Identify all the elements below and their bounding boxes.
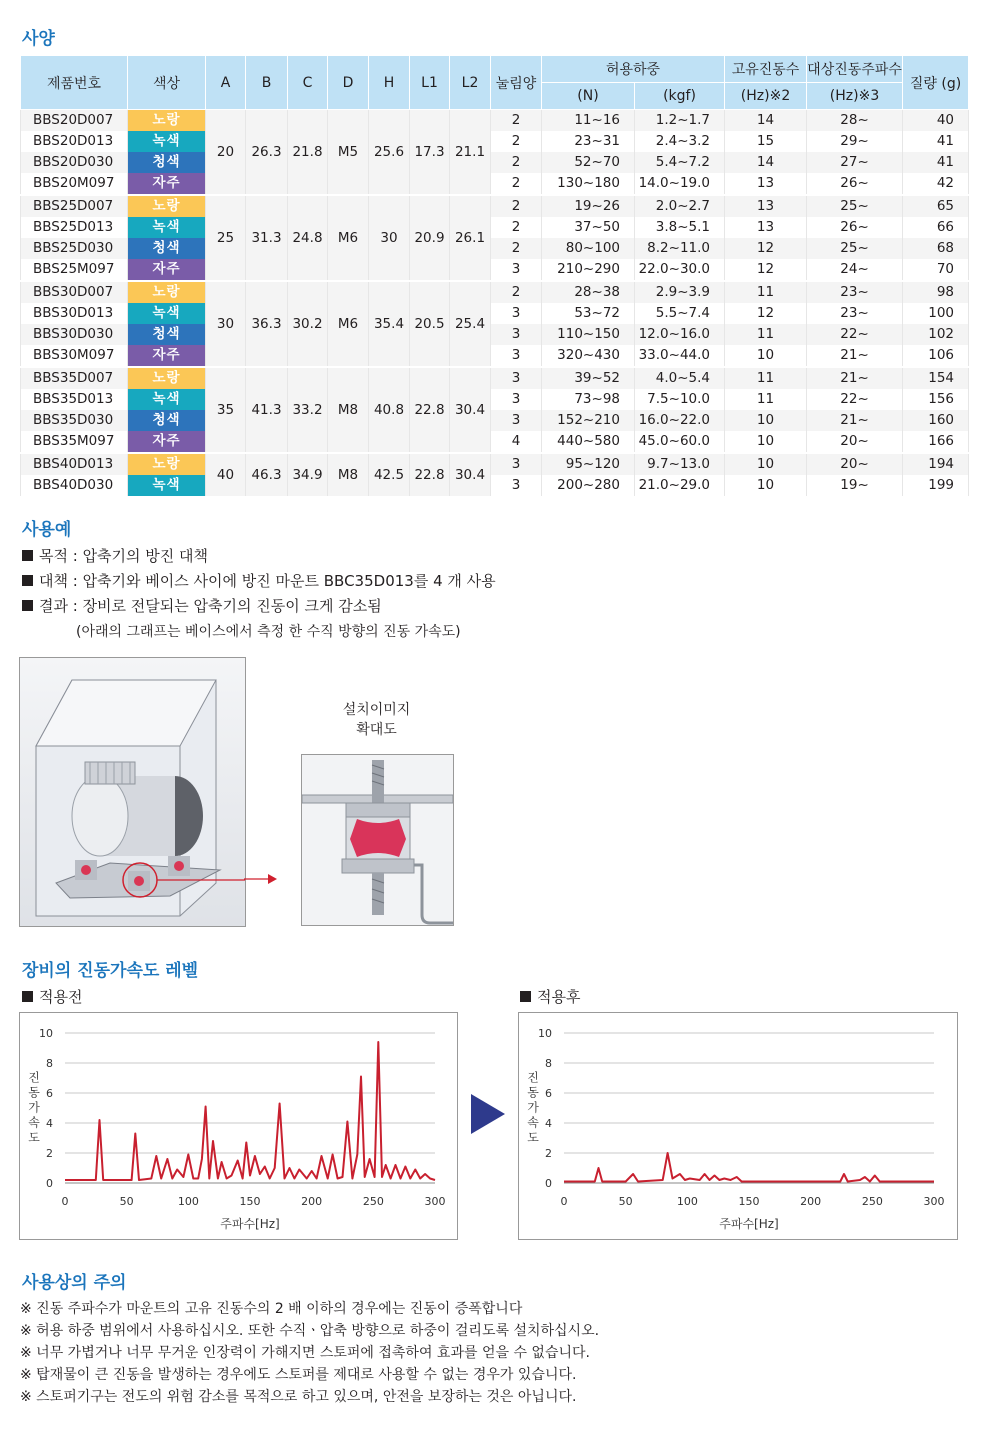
- color-cell: 노랑: [128, 110, 206, 132]
- color-cell: 노랑: [128, 281, 206, 303]
- load-n-cell: 53~72: [542, 303, 635, 324]
- load-n-cell: 320~430: [542, 345, 635, 367]
- deflection-cell: 4: [491, 431, 542, 453]
- dim-d-cell: M8: [328, 367, 369, 453]
- mount-zoom-illustration: [301, 754, 454, 926]
- dim-b-cell: 46.3: [246, 453, 288, 497]
- bullet-square-icon: [520, 991, 531, 1002]
- dim-c-cell: 33.2: [288, 367, 328, 453]
- table-row: [21, 152, 969, 173]
- target-freq-cell: 29~: [807, 131, 903, 152]
- target-freq-cell: 20~: [807, 453, 903, 475]
- load-n-cell: 110~150: [542, 324, 635, 345]
- header-l1: L1: [410, 56, 450, 110]
- color-cell: 자주: [128, 345, 206, 367]
- vibration-section-title: 장비의 진동가속도 레벨: [22, 961, 199, 981]
- table-row: [21, 303, 969, 324]
- dim-l1-cell: 17.3: [410, 110, 450, 196]
- weight-cell: 106: [903, 345, 969, 367]
- x-tick-label: 50: [119, 1195, 134, 1208]
- deflection-cell: 2: [491, 217, 542, 238]
- natural-freq-cell: 11: [725, 324, 807, 345]
- natural-freq-cell: 11: [725, 367, 807, 389]
- dim-c-cell: 34.9: [288, 453, 328, 497]
- y-tick-label: 6: [46, 1087, 53, 1100]
- y-axis-label-char: 가: [527, 1100, 539, 1115]
- before-label-text: 적용전: [39, 988, 83, 1006]
- color-cell: 청색: [128, 410, 206, 431]
- caution-item: ※ 너무 가볍거나 너무 무거운 인장력이 가해지면 스토퍼에 접촉하여 효과를 얻을 수 없습니다.: [20, 1345, 590, 1361]
- load-kgf-cell: 5.5~7.4: [635, 303, 725, 324]
- deflection-cell: 3: [491, 453, 542, 475]
- y-axis-label-char: 가: [28, 1100, 40, 1115]
- table-row: [21, 389, 969, 410]
- y-axis-label-char: 동: [527, 1085, 539, 1100]
- deflection-cell: 2: [491, 173, 542, 195]
- table-row: [21, 195, 969, 217]
- dim-l2-cell: 26.1: [450, 195, 491, 281]
- bullet-square-icon: [22, 575, 33, 586]
- load-n-cell: 80~100: [542, 238, 635, 259]
- target-freq-cell: 26~: [807, 217, 903, 238]
- dim-l1-cell: 20.5: [410, 281, 450, 367]
- dim-l2-cell: 30.4: [450, 367, 491, 453]
- caution-item: ※ 허용 하중 범위에서 사용하십시오. 또한 수직ㆍ압축 방향으로 하중이 걸리도록 설치하십시오.: [20, 1323, 600, 1339]
- load-n-cell: 23~31: [542, 131, 635, 152]
- dim-d-cell: M5: [328, 110, 369, 196]
- load-n-cell: 52~70: [542, 152, 635, 173]
- product-number-cell: BBS30M097: [21, 345, 128, 367]
- deflection-cell: 3: [491, 389, 542, 410]
- usage-section-title: 사용예: [22, 520, 72, 540]
- product-number-cell: BBS35D013: [21, 389, 128, 410]
- dim-b-cell: 31.3: [246, 195, 288, 281]
- header-weight: 질량 (g): [903, 56, 969, 110]
- color-cell: 자주: [128, 431, 206, 453]
- x-tick-label: 200: [800, 1195, 822, 1208]
- weight-cell: 166: [903, 431, 969, 453]
- load-n-cell: 210~290: [542, 259, 635, 281]
- table-row: [21, 217, 969, 238]
- compressor-drawing: [20, 658, 245, 926]
- dim-b-cell: 26.3: [246, 110, 288, 196]
- natural-freq-cell: 10: [725, 431, 807, 453]
- x-tick-label: 300: [424, 1195, 446, 1208]
- natural-freq-cell: 12: [725, 238, 807, 259]
- table-row: [21, 431, 969, 453]
- target-freq-cell: 19~: [807, 475, 903, 497]
- target-freq-cell: 28~: [807, 110, 903, 132]
- color-cell: 청색: [128, 152, 206, 173]
- header-h: H: [369, 56, 410, 110]
- load-n-cell: 200~280: [542, 475, 635, 497]
- dim-l2-cell: 25.4: [450, 281, 491, 367]
- target-freq-cell: 21~: [807, 345, 903, 367]
- series-line: [564, 1153, 934, 1182]
- dim-l2-cell: 21.1: [450, 110, 491, 196]
- target-freq-cell: 22~: [807, 324, 903, 345]
- load-kgf-cell: 2.9~3.9: [635, 281, 725, 303]
- y-tick-label: 2: [545, 1147, 552, 1160]
- header-color: 색상: [128, 56, 206, 110]
- x-tick-label: 50: [618, 1195, 633, 1208]
- product-number-cell: BBS25D030: [21, 238, 128, 259]
- product-number-cell: BBS20D007: [21, 110, 128, 132]
- dim-b-cell: 36.3: [246, 281, 288, 367]
- load-n-cell: 95~120: [542, 453, 635, 475]
- y-axis-label-char: 속: [28, 1115, 40, 1130]
- deflection-cell: 3: [491, 475, 542, 497]
- header-a: A: [206, 56, 246, 110]
- usage-result-text: 결과 : 장비로 전달되는 압축기의 진동이 크게 감소됨: [39, 597, 382, 615]
- usage-result: [22, 595, 382, 616]
- natural-freq-cell: 10: [725, 345, 807, 367]
- usage-purpose-text: 목적 : 압축기의 방진 대책: [39, 547, 209, 565]
- bullet-square-icon: [22, 550, 33, 561]
- color-cell: 녹색: [128, 475, 206, 497]
- product-number-cell: BBS40D030: [21, 475, 128, 497]
- table-row: [21, 453, 969, 475]
- load-n-cell: 11~16: [542, 110, 635, 132]
- caution-item: ※ 스토퍼기구는 전도의 위험 감소를 목적으로 하고 있으며, 안전을 보장하는 것은 아닙니다.: [20, 1389, 577, 1405]
- load-n-cell: 152~210: [542, 410, 635, 431]
- dim-a-cell: 35: [206, 367, 246, 453]
- header-l2: L2: [450, 56, 491, 110]
- x-tick-label: 100: [676, 1195, 698, 1208]
- dim-a-cell: 25: [206, 195, 246, 281]
- load-kgf-cell: 14.0~19.0: [635, 173, 725, 195]
- arrow-right-icon: [471, 1094, 507, 1134]
- table-row: [21, 238, 969, 259]
- table-row: [21, 110, 969, 132]
- load-kgf-cell: 16.0~22.0: [635, 410, 725, 431]
- y-axis-label-char: 동: [28, 1085, 40, 1100]
- x-tick-label: 150: [239, 1195, 261, 1208]
- color-cell: 녹색: [128, 131, 206, 152]
- color-cell: 자주: [128, 173, 206, 195]
- color-cell: 청색: [128, 324, 206, 345]
- after-label-text: 적용후: [537, 988, 581, 1006]
- spec-table-body: [21, 110, 969, 498]
- target-freq-cell: 26~: [807, 173, 903, 195]
- natural-freq-cell: 10: [725, 453, 807, 475]
- natural-freq-cell: 10: [725, 410, 807, 431]
- weight-cell: 66: [903, 217, 969, 238]
- load-n-cell: 73~98: [542, 389, 635, 410]
- deflection-cell: 3: [491, 345, 542, 367]
- x-tick-label: 300: [923, 1195, 945, 1208]
- product-number-cell: BBS25D013: [21, 217, 128, 238]
- dim-h-cell: 25.6: [369, 110, 410, 196]
- product-number-cell: BBS20D030: [21, 152, 128, 173]
- usage-note: (아래의 그래프는 베이스에서 측정 한 수직 방향의 진동 가속도): [76, 624, 461, 640]
- weight-cell: 100: [903, 303, 969, 324]
- target-freq-cell: 23~: [807, 281, 903, 303]
- chart-before-svg: [20, 1013, 457, 1239]
- target-freq-cell: 25~: [807, 238, 903, 259]
- header-d: D: [328, 56, 369, 110]
- dim-c-cell: 30.2: [288, 281, 328, 367]
- table-row: [21, 367, 969, 389]
- y-tick-label: 0: [46, 1177, 53, 1190]
- usage-measure: [22, 570, 496, 591]
- natural-freq-cell: 14: [725, 110, 807, 132]
- target-freq-cell: 21~: [807, 410, 903, 431]
- load-kgf-cell: 22.0~30.0: [635, 259, 725, 281]
- header-load-kgf: (kgf): [635, 83, 725, 110]
- bullet-square-icon: [22, 991, 33, 1002]
- deflection-cell: 2: [491, 238, 542, 259]
- color-cell: 자주: [128, 259, 206, 281]
- y-tick-label: 4: [545, 1117, 552, 1130]
- dim-l1-cell: 22.8: [410, 453, 450, 497]
- load-kgf-cell: 33.0~44.0: [635, 345, 725, 367]
- x-tick-label: 250: [362, 1195, 384, 1208]
- load-kgf-cell: 9.7~13.0: [635, 453, 725, 475]
- x-axis-label: 주파수[Hz]: [719, 1217, 779, 1231]
- chart-after: [518, 1012, 958, 1240]
- y-tick-label: 2: [46, 1147, 53, 1160]
- header-c: C: [288, 56, 328, 110]
- load-kgf-cell: 4.0~5.4: [635, 367, 725, 389]
- y-axis-label-char: 진: [527, 1070, 539, 1085]
- load-kgf-cell: 2.0~2.7: [635, 195, 725, 217]
- x-tick-label: 0: [560, 1195, 568, 1208]
- before-label: [22, 986, 82, 1007]
- deflection-cell: 3: [491, 410, 542, 431]
- deflection-cell: 3: [491, 324, 542, 345]
- caution-item: ※ 탑재물이 큰 진동을 발생하는 경우에도 스토퍼를 제대로 사용할 수 없는 경우가 있습니다.: [20, 1367, 577, 1383]
- product-number-cell: BBS20M097: [21, 173, 128, 195]
- header-b: B: [246, 56, 288, 110]
- deflection-cell: 2: [491, 195, 542, 217]
- color-cell: 녹색: [128, 217, 206, 238]
- deflection-cell: 3: [491, 259, 542, 281]
- load-kgf-cell: 1.2~1.7: [635, 110, 725, 132]
- x-axis-label: 주파수[Hz]: [220, 1217, 280, 1231]
- natural-freq-cell: 11: [725, 389, 807, 410]
- natural-freq-cell: 13: [725, 195, 807, 217]
- load-n-cell: 37~50: [542, 217, 635, 238]
- chart-before: [19, 1012, 458, 1240]
- header-natural-freq: 고유진동수: [725, 56, 807, 83]
- target-freq-cell: 20~: [807, 431, 903, 453]
- bullet-square-icon: [22, 600, 33, 611]
- color-cell: 녹색: [128, 303, 206, 324]
- zoom-label-line1: 설치이미지: [342, 702, 411, 718]
- x-tick-label: 100: [177, 1195, 199, 1208]
- natural-freq-cell: 13: [725, 217, 807, 238]
- deflection-cell: 2: [491, 131, 542, 152]
- load-kgf-cell: 12.0~16.0: [635, 324, 725, 345]
- natural-freq-cell: 13: [725, 173, 807, 195]
- load-n-cell: 39~52: [542, 367, 635, 389]
- usage-measure-text: 대책 : 압축기와 베이스 사이에 방진 마운트 BBC35D013를 4 개 사용: [39, 572, 496, 590]
- weight-cell: 65: [903, 195, 969, 217]
- weight-cell: 41: [903, 131, 969, 152]
- weight-cell: 42: [903, 173, 969, 195]
- load-n-cell: 28~38: [542, 281, 635, 303]
- header-load-n: (N): [542, 83, 635, 110]
- y-tick-label: 8: [545, 1057, 552, 1070]
- product-number-cell: BBS30D030: [21, 324, 128, 345]
- table-row: [21, 410, 969, 431]
- color-cell: 녹색: [128, 389, 206, 410]
- target-freq-cell: 22~: [807, 389, 903, 410]
- y-tick-label: 10: [39, 1027, 53, 1040]
- dim-l1-cell: 20.9: [410, 195, 450, 281]
- y-axis-label-char: 도: [527, 1130, 539, 1145]
- color-cell: 노랑: [128, 453, 206, 475]
- y-tick-label: 10: [538, 1027, 552, 1040]
- table-row: [21, 131, 969, 152]
- natural-freq-cell: 14: [725, 152, 807, 173]
- load-n-cell: 130~180: [542, 173, 635, 195]
- load-kgf-cell: 5.4~7.2: [635, 152, 725, 173]
- load-kgf-cell: 3.8~5.1: [635, 217, 725, 238]
- header-target-freq-unit: (Hz)※3: [807, 83, 903, 110]
- x-tick-label: 0: [61, 1195, 69, 1208]
- natural-freq-cell: 12: [725, 303, 807, 324]
- y-axis-label-char: 속: [527, 1115, 539, 1130]
- dim-a-cell: 30: [206, 281, 246, 367]
- natural-freq-cell: 12: [725, 259, 807, 281]
- weight-cell: 70: [903, 259, 969, 281]
- deflection-cell: 2: [491, 152, 542, 173]
- compressor-illustration: [19, 657, 246, 927]
- dim-c-cell: 21.8: [288, 110, 328, 196]
- target-freq-cell: 24~: [807, 259, 903, 281]
- y-tick-label: 4: [46, 1117, 53, 1130]
- color-cell: 노랑: [128, 367, 206, 389]
- usage-purpose: [22, 545, 208, 566]
- table-row: [21, 281, 969, 303]
- weight-cell: 40: [903, 110, 969, 132]
- load-kgf-cell: 8.2~11.0: [635, 238, 725, 259]
- dim-l2-cell: 30.4: [450, 453, 491, 497]
- x-tick-label: 150: [738, 1195, 760, 1208]
- weight-cell: 194: [903, 453, 969, 475]
- dim-h-cell: 40.8: [369, 367, 410, 453]
- weight-cell: 199: [903, 475, 969, 497]
- dim-h-cell: 35.4: [369, 281, 410, 367]
- dim-d-cell: M6: [328, 281, 369, 367]
- dim-h-cell: 30: [369, 195, 410, 281]
- chart-after-svg: [519, 1013, 957, 1239]
- header-deflection: 눌림양: [491, 56, 542, 110]
- zoom-label-line2: 확대도: [356, 722, 397, 738]
- spec-table: [20, 55, 969, 498]
- dim-d-cell: M6: [328, 195, 369, 281]
- dim-c-cell: 24.8: [288, 195, 328, 281]
- weight-cell: 68: [903, 238, 969, 259]
- weight-cell: 160: [903, 410, 969, 431]
- weight-cell: 154: [903, 367, 969, 389]
- table-row: [21, 259, 969, 281]
- dim-l1-cell: 22.8: [410, 367, 450, 453]
- product-number-cell: BBS30D007: [21, 281, 128, 303]
- zoom-label: [301, 700, 452, 740]
- weight-cell: 156: [903, 389, 969, 410]
- spec-section-title: 사양: [22, 29, 55, 49]
- y-tick-label: 8: [46, 1057, 53, 1070]
- table-row: [21, 324, 969, 345]
- dim-b-cell: 41.3: [246, 367, 288, 453]
- weight-cell: 41: [903, 152, 969, 173]
- load-kgf-cell: 45.0~60.0: [635, 431, 725, 453]
- target-freq-cell: 27~: [807, 152, 903, 173]
- deflection-cell: 2: [491, 281, 542, 303]
- header-target-freq: 대상진동주파수: [807, 56, 903, 83]
- load-kgf-cell: 7.5~10.0: [635, 389, 725, 410]
- target-freq-cell: 23~: [807, 303, 903, 324]
- weight-cell: 98: [903, 281, 969, 303]
- natural-freq-cell: 11: [725, 281, 807, 303]
- y-axis-label-char: 진: [28, 1070, 40, 1085]
- caution-section-title: 사용상의 주의: [22, 1273, 127, 1293]
- pointer-arrow-icon: [244, 872, 278, 886]
- header-load: 허용하중: [542, 56, 725, 83]
- table-row: [21, 173, 969, 195]
- product-number-cell: BBS25M097: [21, 259, 128, 281]
- x-tick-label: 200: [301, 1195, 323, 1208]
- target-freq-cell: 25~: [807, 195, 903, 217]
- load-kgf-cell: 2.4~3.2: [635, 131, 725, 152]
- product-number-cell: BBS30D013: [21, 303, 128, 324]
- color-cell: 노랑: [128, 195, 206, 217]
- load-n-cell: 440~580: [542, 431, 635, 453]
- product-number-cell: BBS40D013: [21, 453, 128, 475]
- weight-cell: 102: [903, 324, 969, 345]
- dim-a-cell: 40: [206, 453, 246, 497]
- natural-freq-cell: 15: [725, 131, 807, 152]
- y-tick-label: 6: [545, 1087, 552, 1100]
- product-number-cell: BBS25D007: [21, 195, 128, 217]
- after-label: [520, 986, 580, 1007]
- x-tick-label: 250: [861, 1195, 883, 1208]
- mount-zoom-drawing: [302, 755, 453, 925]
- header-product-no: 제품번호: [21, 56, 128, 110]
- load-kgf-cell: 21.0~29.0: [635, 475, 725, 497]
- dim-h-cell: 42.5: [369, 453, 410, 497]
- caution-item: ※ 진동 주파수가 마운트의 고유 진동수의 2 배 이하의 경우에는 진동이 증폭합니다: [20, 1301, 523, 1317]
- dim-a-cell: 20: [206, 110, 246, 196]
- header-natural-freq-unit: (Hz)※2: [725, 83, 807, 110]
- color-cell: 청색: [128, 238, 206, 259]
- y-tick-label: 0: [545, 1177, 552, 1190]
- load-n-cell: 19~26: [542, 195, 635, 217]
- table-row: [21, 475, 969, 497]
- product-number-cell: BBS35D030: [21, 410, 128, 431]
- target-freq-cell: 21~: [807, 367, 903, 389]
- natural-freq-cell: 10: [725, 475, 807, 497]
- deflection-cell: 2: [491, 110, 542, 132]
- product-number-cell: BBS35D007: [21, 367, 128, 389]
- deflection-cell: 3: [491, 303, 542, 324]
- dim-d-cell: M8: [328, 453, 369, 497]
- table-row: [21, 345, 969, 367]
- deflection-cell: 3: [491, 367, 542, 389]
- y-axis-label-char: 도: [28, 1130, 40, 1145]
- product-number-cell: BBS35M097: [21, 431, 128, 453]
- product-number-cell: BBS20D013: [21, 131, 128, 152]
